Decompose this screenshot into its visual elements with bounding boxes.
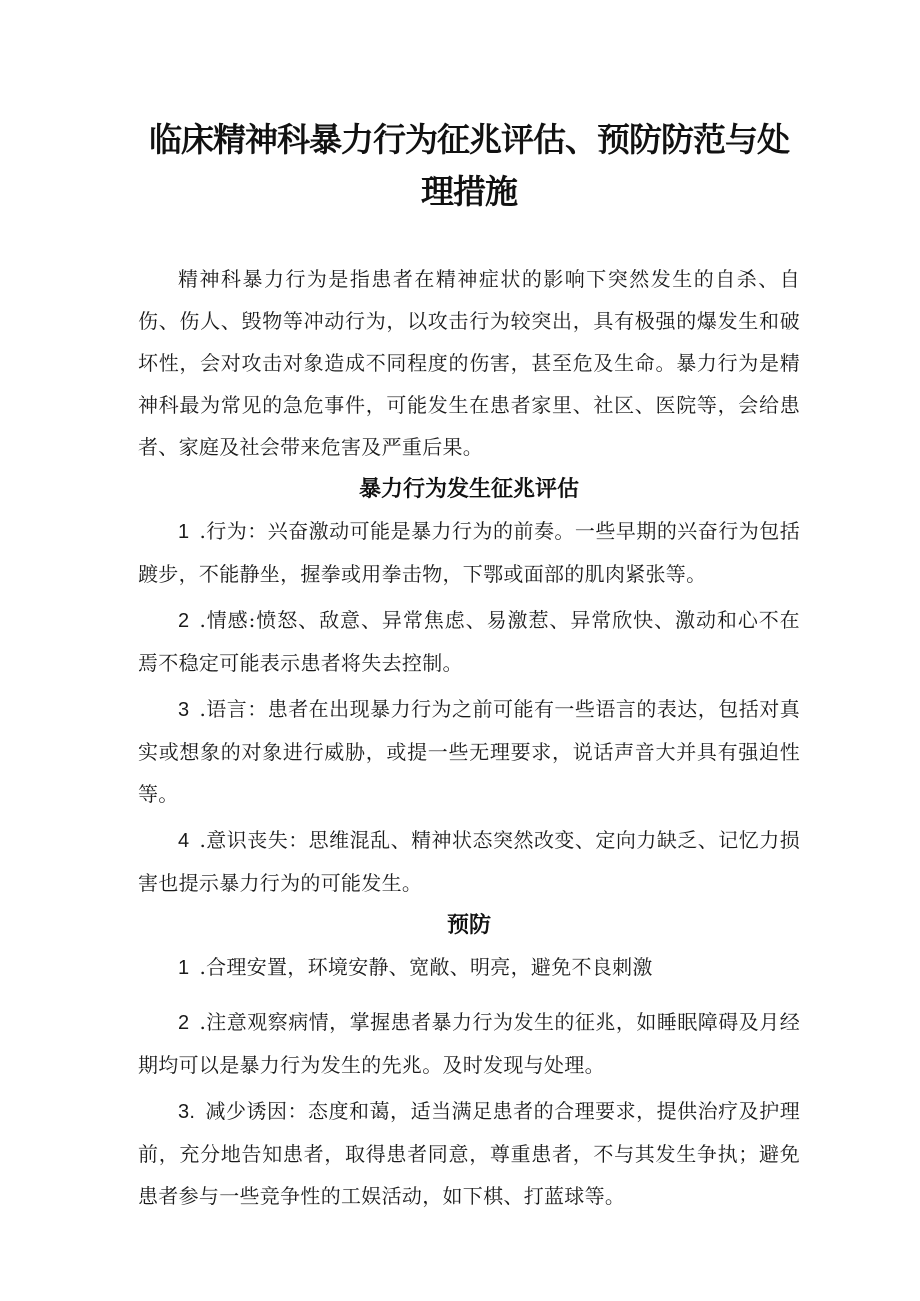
item-text: .行为：兴奋激动可能是暴力行为的前奏。一些早期的兴奋行为包括踱步，不能静坐，握拳或用拳击物，下鄂或面部的肌肉紧张等。 bbox=[138, 519, 800, 586]
item-text: 减少诱因：态度和蔼，适当满足患者的合理要求，提供治疗及护理前，充分地告知患者，取得患者同意，尊重患者，不与其发生争执；避免患者参与一些竞争性的工娱活动，如下棋、打蓝球等。 bbox=[138, 1099, 800, 1208]
item-text: .合理安置，环境安静、宽敞、明亮，避免不良刺激 bbox=[199, 955, 653, 979]
warning-item-consciousness bbox=[138, 819, 800, 904]
item-number: 1 bbox=[178, 521, 190, 543]
item-number: 4 bbox=[178, 830, 190, 852]
prevention-item-placement bbox=[138, 946, 800, 989]
item-text: .注意观察病情，掌握患者暴力行为发生的征兆，如睡眠障碍及月经期均可以是暴力行为发生的先兆。及时发现与处理。 bbox=[138, 1010, 800, 1077]
item-number: 2 bbox=[178, 1012, 190, 1034]
item-text: .意识丧失：思维混乱、精神状态突然改变、定向力缺乏、记忆力损害也提示暴力行为的可能发生。 bbox=[138, 828, 800, 895]
item-number: 3 bbox=[178, 699, 190, 721]
section-heading-prevention: 预防 bbox=[446, 913, 491, 938]
warning-item-language bbox=[138, 688, 800, 815]
item-number: 1 bbox=[178, 957, 190, 979]
item-text: .语言：患者在出现暴力行为之前可能有一些语言的表达，包括对真实或想象的对象进行威胁，或提一些无理要求，说话声音大并具有强迫性等。 bbox=[138, 697, 800, 806]
prevention-item-reduce-triggers bbox=[138, 1090, 800, 1217]
warning-item-behavior bbox=[138, 510, 800, 595]
item-text: .情感:愤怒、敌意、异常焦虑、易激惹、异常欣快、激动和心不在焉不稳定可能表示患者将失去控制。 bbox=[138, 608, 800, 675]
item-number: 2 bbox=[178, 610, 190, 632]
prevention-item-observation bbox=[138, 1001, 800, 1086]
warning-item-emotion bbox=[138, 599, 800, 684]
document-title: 临床精神科暴力行为征兆评估、预防防范与处理措施 bbox=[149, 120, 789, 211]
section-heading-warning-signs: 暴力行为发生征兆评估 bbox=[358, 477, 579, 502]
intro-paragraph: 精神科暴力行为是指患者在精神症状的影响下突然发生的自杀、自伤、伤人、毁物等冲动行为，以攻击行为较突出，具有极强的爆发生和破坏性，会对攻击对象造成不同程度的伤害，甚至危及生命。暴力行为是精神科最为常见的急危事件，可能发生在患者家里、社区、医院等，会给患者、家庭及社会带来危害及严重后果。 bbox=[138, 267, 800, 459]
item-number: 3. bbox=[178, 1101, 196, 1123]
